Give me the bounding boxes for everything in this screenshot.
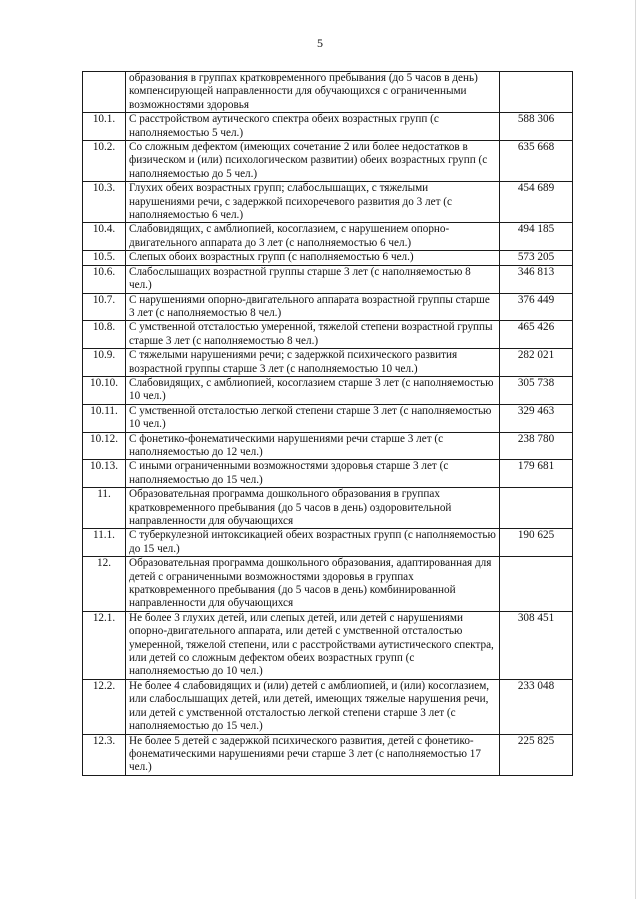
row-value: 179 681 [500,460,573,488]
table-row [83,404,573,432]
row-number: 10.8. [83,321,126,349]
row-value: 190 625 [500,529,573,557]
row-description: образования в группах кратковременного пребывания (до 5 часов в день) компенсирующей направленности для обучающихся с ограниченными возможностями здоровья [126,72,500,113]
row-description: С расстройством аутического спектра обеих возрастных групп (с наполняемостью 5 чел.) [126,113,500,141]
table-row [83,321,573,349]
row-description: Образовательная программа дошкольного образования в группах кратковременного пребывания (до 5 часов в день) оздоровительной направленности для обучающихся [126,488,500,529]
table-row [83,72,573,113]
row-value: 238 780 [500,432,573,460]
row-value: 305 738 [500,376,573,404]
row-number: 10.2. [83,141,126,182]
row-value: 308 451 [500,611,573,679]
table-row [83,557,573,612]
row-value: 588 306 [500,113,573,141]
row-value: 376 449 [500,293,573,321]
row-number: 10.9. [83,349,126,377]
table-row [83,223,573,251]
row-number: 11. [83,488,126,529]
row-value: 465 426 [500,321,573,349]
row-description: С фонетико-фонематическими нарушениями речи старше 3 лет (с наполняемостью до 12 чел.) [126,432,500,460]
row-description: Слабослышащих возрастной группы старше 3 лет (с наполняемостью 8 чел.) [126,265,500,293]
row-value [500,557,573,612]
row-description: С умственной отсталостью легкой степени старше 3 лет (с наполняемостью 10 чел.) [126,404,500,432]
row-number [83,72,126,113]
table-row [83,529,573,557]
scan-edge-line [635,0,636,899]
table-row [83,460,573,488]
row-number: 10.7. [83,293,126,321]
row-value: 635 668 [500,141,573,182]
row-number: 10.6. [83,265,126,293]
row-description: Не более 5 детей с задержкой психического развития, детей с фонетико-фонематическими нарушениями речи старше 3 лет (с наполняемостью 17 чел.) [126,734,500,775]
row-number: 12.2. [83,679,126,734]
row-number: 12.1. [83,611,126,679]
row-description: Глухих обеих возрастных групп; слабослышащих, с тяжелыми нарушениями речи, с задержкой психоречевого развития до 3 лет (с наполняемостью 6 чел.) [126,182,500,223]
table-row [83,488,573,529]
table-row [83,265,573,293]
row-description: С иными ограниченными возможностями здоровья старше 3 лет (с наполняемостью до 15 чел.) [126,460,500,488]
row-value: 573 205 [500,251,573,265]
table-row [83,432,573,460]
row-description: Со сложным дефектом (имеющих сочетание 2 или более недостатков в физическом и (или) психологическом развитии) обеих возрастных групп (с наполняемостью до 5 чел.) [126,141,500,182]
row-description: С нарушениями опорно-двигательного аппарата возрастной группы старше 3 лет (с наполняемостью 8 чел.) [126,293,500,321]
row-number: 10.1. [83,113,126,141]
table-row [83,734,573,775]
row-number: 10.3. [83,182,126,223]
row-value: 454 689 [500,182,573,223]
row-description: Слабовидящих, с амблиопией, косоглазием, с нарушением опорно-двигательного аппарата до 3 лет (с наполняемостью 6 чел.) [126,223,500,251]
row-value: 282 021 [500,349,573,377]
row-number: 12.3. [83,734,126,775]
table-row [83,376,573,404]
row-value: 329 463 [500,404,573,432]
row-number: 10.11. [83,404,126,432]
row-number: 11.1. [83,529,126,557]
row-description: С умственной отсталостью умеренной, тяжелой степени возрастной группы старше 3 лет (с наполняемостью 8 чел.) [126,321,500,349]
table-row [83,349,573,377]
row-number: 12. [83,557,126,612]
table-row [83,293,573,321]
row-description: Не более 3 глухих детей, или слепых детей, или детей с нарушениями опорно-двигательного аппарата, или детей с умственной отсталостью умеренной, тяжелой степени, или с расстройствами аутистического спектра, или детей со сложным дефектом обеих возрастных групп (с наполняемостью до 10 чел.) [126,611,500,679]
row-value: 233 048 [500,679,573,734]
row-description: С туберкулезной интоксикацией обеих возрастных групп (с наполняемостью до 15 чел.) [126,529,500,557]
table-row [83,182,573,223]
table-row [83,141,573,182]
table-row [83,679,573,734]
row-description: Не более 4 слабовидящих и (или) детей с амблиопией, и (или) косоглазием, или слабослышащих детей, или детей, имеющих тяжелые нарушения речи, или детей с умственной отсталостью легкой степени старше 3 лет (с наполняемостью до 15 чел.) [126,679,500,734]
table-row [83,251,573,265]
row-description: С тяжелыми нарушениями речи; с задержкой психического развития возрастной группы старше 3 лет (с наполняемостью 10 чел.) [126,349,500,377]
row-value: 346 813 [500,265,573,293]
tariff-table [82,71,573,776]
table-row [83,611,573,679]
row-number: 10.5. [83,251,126,265]
row-number: 10.12. [83,432,126,460]
row-value: 494 185 [500,223,573,251]
row-value [500,72,573,113]
row-value: 225 825 [500,734,573,775]
page-number: 5 [317,36,323,50]
table-row [83,113,573,141]
row-value [500,488,573,529]
row-description: Слепых обоих возрастных групп (с наполняемостью 6 чел.) [126,251,500,265]
row-number: 10.13. [83,460,126,488]
row-description: Слабовидящих, с амблиопией, косоглазием старше 3 лет (с наполняемостью 10 чел.) [126,376,500,404]
row-number: 10.10. [83,376,126,404]
row-number: 10.4. [83,223,126,251]
row-description: Образовательная программа дошкольного образования, адаптированная для детей с ограниченными возможностями здоровья в группах кратковременного пребывания (до 5 часов в день) комбинированной направленности для обучающихся [126,557,500,612]
